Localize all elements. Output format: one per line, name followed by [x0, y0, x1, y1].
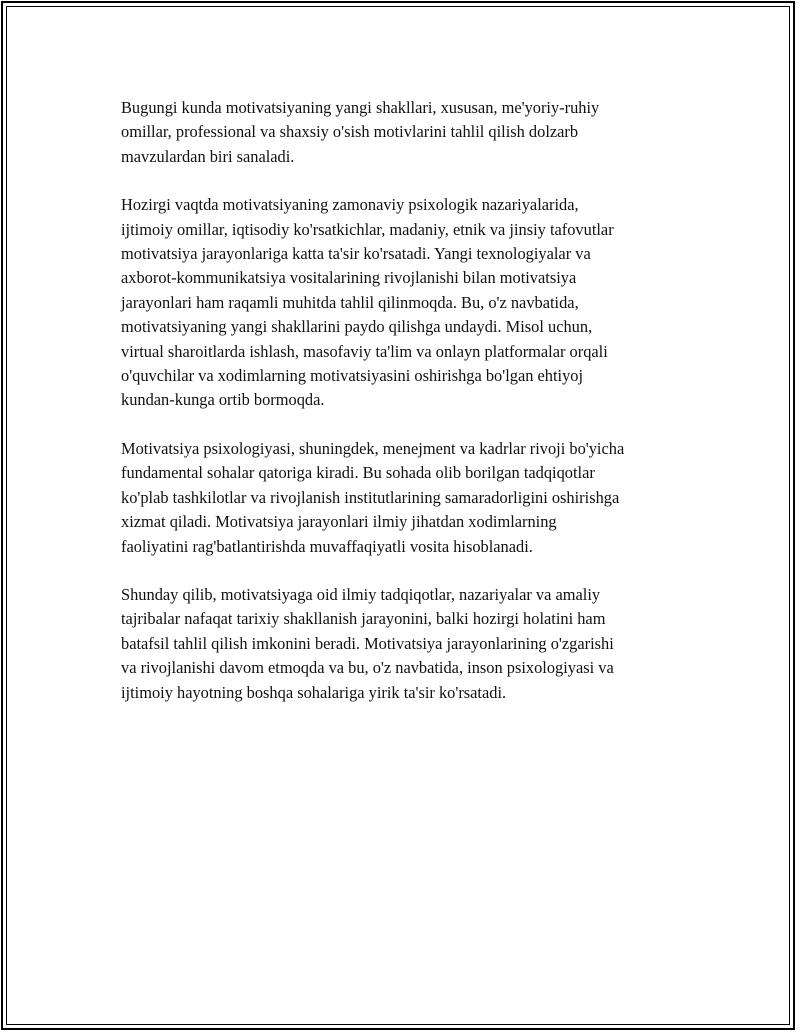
text-line: ijtimoiy omillar, iqtisodiy ko'rsatkichlar, madaniy, etnik va jinsiy tafovutlar [121, 219, 614, 239]
text-line: Shunday qilib, motivatsiyaga oid ilmiy tadqiqotlar, nazariyalar va amaliy [121, 584, 601, 604]
text-line: Bugungi kunda motivatsiyaning yangi shakllari, xususan, me'yoriy-ruhiy [121, 98, 600, 117]
text-line: faoliyatini rag'batlantirishda muvaffaqiyatli vosita hisoblanadi. [121, 536, 533, 556]
text-line: virtual sharoitlarda ishlash, masofaviy ta'lim va onlayn platformalar orqali [121, 341, 608, 361]
text-line: ko'plab tashkilotlar va rivojlanish institutlarining samaradorligini oshirishga [121, 487, 620, 507]
text-line: Hozirgi vaqtda motivatsiyaning zamonaviy psixologik nazariyalarida, [121, 195, 579, 215]
text-line: tajribalar nafaqat tarixiy shakllanish jarayonini, balki hozirgi holatini ham [121, 609, 606, 629]
text-line: fundamental sohalar qatoriga kiradi. Bu sohada olib borilgan tadqiqotlar [121, 463, 595, 483]
text-line: Motivatsiya psixologiyasi, shuningdek, menejment va kadrlar rivoji bo'yicha [121, 438, 625, 458]
text-line: batafsil tahlil qilish imkonini beradi. Motivatsiya jarayonlarining o'zgarishi [121, 633, 614, 653]
text-line: kundan-kunga ortib bormoqda. [121, 390, 325, 410]
text-line: jarayonlari ham raqamli muhitda tahlil qilinmoqda. Bu, o'z navbatida, [121, 292, 579, 312]
text-line: o'quvchilar va xodimlarning motivatsiyasini oshirishga bo'lgan ehtiyoj [121, 366, 584, 386]
text-line: xizmat qiladi. Motivatsiya jarayonlari ilmiy jihatdan xodimlarning [121, 512, 557, 532]
text-line: va rivojlanishi davom etmoqda va bu, o'z navbatida, inson psixologiyasi va [121, 658, 614, 678]
text-line: motivatsiya jarayonlariga katta ta'sir ko'rsatadi. Yangi texnologiyalar va [121, 244, 591, 264]
paragraph-4 [121, 583, 711, 705]
text-line: motivatsiyaning yangi shakllarini paydo qilishga undaydi. Misol uchun, [121, 317, 593, 337]
paragraph-1 [121, 96, 711, 169]
paragraph-3 [121, 437, 711, 559]
text-line: axborot-kommunikatsiya vositalarining rivojlanishi bilan motivatsiya [121, 268, 577, 288]
text-line: omillar, professional va shaxsiy o'sish motivlarini tahlil qilish dolzarb [121, 122, 579, 142]
page-border [1, 1, 795, 1030]
document-body [121, 96, 711, 729]
paragraph-2 [121, 193, 711, 413]
text-line: mavzulardan biri sanaladi. [121, 146, 295, 166]
text-line: ijtimoiy hayotning boshqa sohalariga yirik ta'sir ko'rsatadi. [121, 682, 507, 702]
